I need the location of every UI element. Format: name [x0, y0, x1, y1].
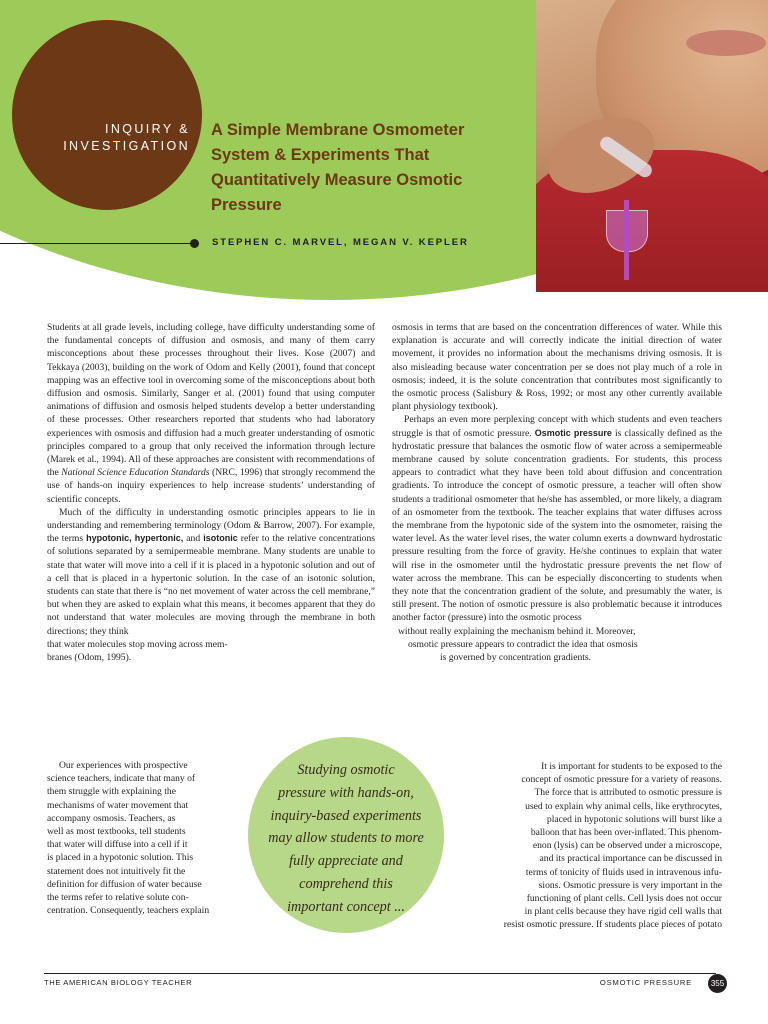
- text-line: centration. Consequently, teachers explain: [47, 905, 210, 917]
- text-line: is placed in a hypotonic solution. This: [47, 852, 194, 864]
- paragraph: Students at all grade levels, including college, have difficulty understanding some of the fundamental concepts of diffusion and osmosis, and many of them carry misconceptions about these processes throughout their lives. Kose (2007) and Tekkaya (2003), building on the work of Odom and Kelly (2001), found that concept mapping was an effective tool in overcoming some of the misconceptions about both diffusion and osmosis. Similarly, Sanger et al. (2001) found that using computer animations of diffusion and osmosis helped students develop a better understanding of these processes. Other researchers reported that students who had laboratory experiences with osmosis and diffusion had a much greater understanding of osmotic principles compared to a group that only received the information through lecture (Marek et al., 1994). All of these approaches are consistent with recommendations of the National Science Education Standards (NRC, 1996) that strongly recommend the use of hands-on inquiry experiences to help increase students’ understanding of scientific concepts.: [47, 322, 375, 505]
- paragraph: osmosis in terms that are based on the concentration differences of water. While this explanation is accurate and will correctly indicate the initial direction of water movement, it provides no information about the mechanisms driving osmosis. It is also misleading because water concentration per se does not play much of a role in osmosis; indeed, it is the solute concentration that contributes most significantly to the osmotic process (Salisbury & Ross, 1992; or most any other currently available plant physiology textbook).: [392, 322, 722, 413]
- photo-purple-liquid: [624, 200, 629, 280]
- text-line: resist osmotic pressure. If students place pieces of potato: [503, 919, 722, 931]
- paragraph: Much of the difficulty in understanding osmotic principles appears to lie in understanding and remembering terminology (Odom & Barrow, 2007). For example, the terms hypotonic, hypertonic, and isotonic refer to the relative concentrations of solutions separated by a semipermeable membrane. Many students are unable to state that water will move into a cell if it is placed in a hypotonic solution and out of a cell that is placed in a hypertonic solution. In the case of an isotonic solution, students can state that there is “no net movement of water across the cell membrane,” but when they are asked to explain what this means, it becomes apparent that they do not understand that water molecules are moving through the membrane in both directions; they think: [47, 506, 375, 637]
- term-hypertonic: hypertonic,: [134, 533, 184, 544]
- section-tag-line1: INQUIRY &: [104, 122, 190, 136]
- author-rule: [0, 243, 192, 244]
- column-1-top: [47, 321, 375, 664]
- text-line: used to explain why animal cells, like erythrocytes,: [525, 800, 722, 812]
- text-line: definition for diffusion of water because: [47, 878, 202, 890]
- text-line: and its practical importance can be discussed in: [539, 853, 722, 865]
- author-byline: STEPHEN C. MARVEL, MEGAN V. KEPLER: [212, 237, 469, 248]
- page-number-badge: 355: [708, 974, 727, 993]
- italic-reference: National Science Education Standards: [61, 467, 210, 479]
- term-osmotic-pressure: Osmotic pressure: [534, 427, 612, 438]
- footer-section-name: OSMOTIC PRESSURE: [599, 978, 692, 987]
- column-1-bottom: [47, 759, 265, 917]
- text-line: that water will diffuse into a cell if it: [47, 839, 188, 851]
- text-line: The force that is attributed to osmotic pressure is: [534, 787, 722, 799]
- section-circle: [12, 20, 202, 210]
- title-line: A Simple Membrane Osmometer: [211, 121, 465, 139]
- pull-quote-line: inquiry-based experiments: [270, 807, 422, 824]
- text-line: them struggle with explaining the: [47, 786, 176, 798]
- text-line: accompany osmosis. Teachers, as: [47, 812, 176, 824]
- text-line: statement does not intuitively fit the: [47, 865, 186, 877]
- pull-quote-line: important concept ...: [287, 898, 405, 915]
- paragraph: Perhaps an even more perplexing concept with which students and even teachers struggle is that of osmotic pressure. Osmotic pressure is classically defined as the hydrostatic pressure that balances the osmotic flow of water across a semipermeable membrane caused by solute concentration gradients. For students, this process appears to contradict what they have been told about diffusion and concentration gradients. To introduce the concept of osmotic pressure, a teacher will often show students a traditional osmometer that he/she has assembled, or more likely, a diagram of an osmometer from the textbook. The teacher explains that water diffuses across the membrane from the hypotonic side of the system into the osmometer, raising the water level. As the water level rises, the water column exerts a downward hydrostatic pressure resulting from the force of gravity. He/she continues to explain that water will rise in the osmometer until the hydrostatic pressure prevents the net flow of water across the membrane. This can be especially disconcerting to students when they note that the concentration gradient of the solute, and presumably the water, is still present. The notion of osmotic pressure is also problematic because it introduces another factor (pressure) into the osmotic process: [392, 414, 722, 624]
- text-line: in plant cells because they have rigid cell walls that: [524, 906, 722, 918]
- text-line: is governed by concentration gradients.: [440, 652, 592, 664]
- text-line: terms of tonicity of fluids used in intravenous infu-: [525, 866, 722, 878]
- title-line: System & Experiments That: [211, 146, 430, 164]
- text-line: without really explaining the mechanism behind it. Moreover,: [398, 625, 636, 637]
- text-line: concept of osmotic pressure for a variety of reasons.: [521, 774, 722, 786]
- text-line: It is important for students to be exposed to the: [541, 761, 722, 772]
- pull-quote-line: may allow students to more: [268, 830, 424, 847]
- section-tag-line2: INVESTIGATION: [63, 139, 190, 153]
- text-line: branes (Odom, 1995).: [47, 652, 132, 664]
- header-photo: [536, 0, 768, 292]
- pull-quote-line: comprehend this: [299, 875, 393, 892]
- column-2-bottom: [440, 760, 722, 932]
- pull-quote-line: Studying osmotic: [297, 762, 395, 778]
- column-2-top: [392, 321, 722, 664]
- text-line: mechanisms of water movement that: [47, 799, 189, 811]
- title-line: Quantitatively Measure Osmotic: [211, 171, 463, 189]
- title-line: Pressure: [211, 196, 282, 214]
- text-line: enon (lysis) can be observed under a microscope,: [532, 840, 722, 852]
- text-line: well as most textbooks, tell students: [47, 826, 186, 838]
- text-line: balloon that has been over-inflated. This phenom-: [530, 827, 722, 839]
- pull-quote-line: pressure with hands-on,: [278, 784, 414, 801]
- footer-rule: [44, 973, 716, 974]
- text-line: Our experiences with prospective: [59, 760, 188, 771]
- text-line: functioning of plant cells. Cell lysis does not occur: [526, 893, 722, 905]
- author-rule-dot: [190, 239, 199, 248]
- text-line: the terms refer to relative solute con-: [47, 892, 189, 904]
- text-line: that water molecules stop moving across mem-: [47, 638, 228, 650]
- section-tag: [12, 121, 202, 155]
- term-hypotonic: hypotonic,: [86, 533, 132, 544]
- photo-lips: [686, 30, 766, 56]
- text-line: placed in hypotonic solutions will burst like a: [546, 813, 722, 825]
- text-line: sions. Osmotic pressure is very important in the: [538, 879, 722, 891]
- pull-quote-line: fully appreciate and: [289, 853, 403, 870]
- text-line: science teachers, indicate that many of: [47, 773, 196, 785]
- term-isotonic: isotonic: [203, 533, 238, 544]
- text-line: osmotic pressure appears to contradict the idea that osmosis: [408, 638, 638, 650]
- pull-quote: [256, 759, 436, 919]
- footer-journal-name: THE AMERICAN BIOLOGY TEACHER: [44, 978, 193, 987]
- article-title: [211, 118, 531, 218]
